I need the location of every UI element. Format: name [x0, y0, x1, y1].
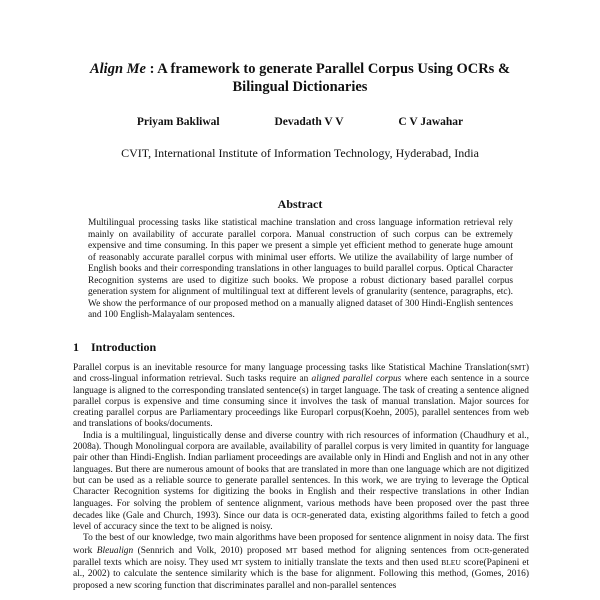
text-run: system to initially translate the texts and then used [242, 558, 442, 569]
acronym: MT [231, 558, 243, 568]
title-emphasis: Align Me [89, 61, 146, 77]
affiliation: CVIT, International Institute of Information Technology, Hyderabad, India [121, 146, 479, 160]
author-name: C V Jawahar [398, 116, 464, 128]
acronym: MT [285, 545, 298, 555]
text-run: India is a multilingual, linguistically dense and diverse country with rich resources of information (Chaudhury et al., 2008a). Though Monolingual corpora are available, availability of parallel corpus is very limited in quantity for language pair other than Hindi-English. Indian parliament proceedings are available only in Hindi and English and not in any other languages. But there are numerous amount of books that are translated in more than one language which are not digitized but can be used as a reliable source to generate parallel sentences. In this work, we are trying to leverage the Optical Character Recognition systems for digitizing the books in English and their respective translations in other Indian languages. For solving the problem of sentence alignment, various methods have been proposed over the past three decades like (Gale and Church, 1993). Since our data is [73, 430, 529, 521]
title-rest: : A framework to generate Parallel Corpus Using OCRs & Bilingual Dictionaries [145, 61, 511, 95]
text-run: To the best of our knowledge, two main algorithms have been proposed for sentence alignment in noisy data. The first work [73, 533, 529, 556]
paragraph [73, 362, 529, 431]
paragraph [73, 431, 529, 534]
text-run: where each sentence in a source language is aligned to the corresponding translated sentence(s) in target language. The task of creating a sentence aligned parallel corpus is expensive and time consuming since it involves the task of manual translation. Major sources for creating parallel corpus are Parliamentary proceedings like Europarl corpus(Koehn, 2005), parallel sentences from web and translations of books/documents. [73, 374, 529, 430]
section-number: 1 [73, 340, 79, 354]
acronym: OCR [473, 545, 490, 555]
acronym: SMT [510, 363, 526, 372]
emphasis: aligned parallel corpus [311, 374, 402, 385]
acronym: OCR [291, 510, 307, 520]
text-run: -generated parallel texts which are noisy. They used [73, 545, 529, 569]
section-body [73, 362, 529, 592]
text-run: -generated data, existing algorithms failed to fetch a good level of accuracy since the text to be aligned is noisy. [73, 510, 529, 533]
text-run: Parallel corpus is an inevitable resource for many language processing tasks like Statistical Machine Translation( [73, 363, 511, 373]
acronym: BLEU [441, 558, 461, 568]
text-run: score(Papineni et al., 2002) to calculate the sentence similarity which is the base for alignment. Following this method, (Gomes, 2016) proposed a new scoring function that discriminates parallel and non-parallel sentences [73, 558, 529, 591]
abstract-heading: Abstract [277, 197, 323, 211]
section-title: Introduction [91, 340, 157, 354]
text-run: ) and cross-lingual information retrieval. Such tasks require an [73, 363, 529, 385]
abstract-text: Multilingual processing tasks like statistical machine translation and cross language information retrieval rely mainly on availability of accurate parallel corpora. Manual construction of such corpus can be extremely expensive and time consuming. In this paper we present a simple yet efficient method to generate huge amount of reasonably accurate parallel corpus with minimal user efforts. We utilize the availability of large number of English books and their corresponding translations in other languages to build parallel corpus. Optical Character Recognition systems are used to digitize such books. We propose a robust dictionary based parallel corpus generation system for alignment of multilingual text at different levels of granularity (sentence, paragraphs, etc). We show the performance of our proposed method on a manually aligned dataset of 300 Hindi-English sentences and 100 English-Malayalam sentences. [88, 218, 513, 320]
text-run: (Sennrich and Volk, 2010) proposed [133, 545, 286, 556]
section-heading [73, 340, 156, 355]
author-name: Priyam Bakliwal [136, 116, 220, 128]
emphasis: Bleualign [96, 545, 134, 556]
author-list [0, 116, 600, 128]
paper-title [70, 60, 530, 96]
text-run: based method for aligning sentences from [297, 545, 474, 556]
author-name: Devadath V V [274, 116, 344, 128]
paragraph [73, 533, 529, 591]
